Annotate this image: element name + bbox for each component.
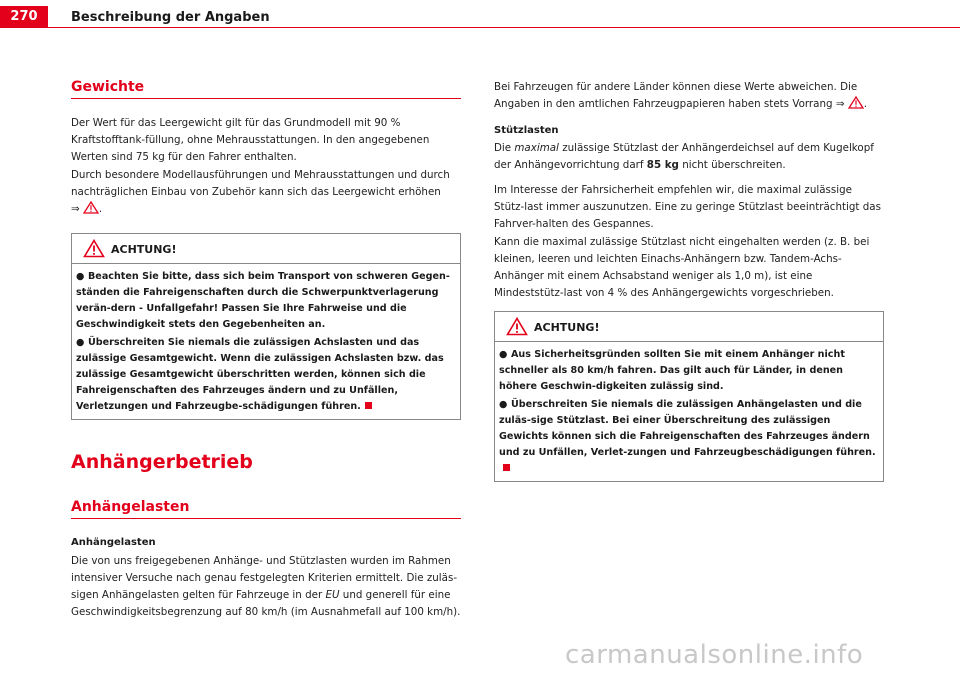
- warning-item-text: Überschreiten Sie niemals die zulässigen Achslasten und das zulässige Gesamtgewicht. Wenn die zulässigen Achslasten bzw. das zulässige Gesamtgewicht überschritten werden, können sich die Fahreigenschaften des Fahrzeuges ändern und zu Unfällen, Verletzungen und Fahrzeugbe-schädigungen führen.: [76, 337, 444, 412]
- paragraph-end: .: [98, 203, 103, 215]
- bullet-icon: ●: [499, 399, 508, 410]
- paragraph-end: .: [863, 98, 868, 110]
- warning-triangle-icon: [83, 239, 105, 258]
- warning-box-anhaenger: [494, 311, 884, 482]
- section-rule: [71, 518, 461, 519]
- paragraph-text: nicht überschreiten.: [682, 159, 786, 171]
- paragraph-text: Die von uns freigegebenen Anhänge- und Stützlasten wurden im Rahmen intensiver Versuche nach genau festgelegten Kriterien ermittelt. Die zuläs-sigen Anhängelasten gelten für Fahrzeuge in der: [71, 555, 458, 601]
- warning-header: [72, 234, 460, 264]
- end-of-section-icon: [365, 402, 372, 409]
- paragraph-modellausfuehrungen: [71, 167, 461, 218]
- warning-item-text: Beachten Sie bitte, dass sich beim Transport von schweren Gegen-ständen die Fahreigenschaften durch die Schwerpunktverlagerung verän-dern - Unfallgefahr! Passen Sie Ihre Fahrweise und die Geschwindigkeit stets den Gegebenheiten an.: [76, 271, 450, 330]
- paragraph-text: Die: [494, 142, 512, 154]
- paragraph-text: zulässige Stützlast der Anhängerdeichsel auf dem Kugelkopf der Anhängevorrichtung darf: [494, 142, 874, 171]
- bullet-icon: ●: [76, 271, 85, 282]
- header-title: Beschreibung der Angaben: [71, 10, 270, 25]
- paragraph-anhaengelasten: [71, 553, 461, 621]
- section-heading-gewichte: Gewichte: [71, 79, 145, 95]
- paragraph-label-stuetzlasten: Stützlasten: [494, 125, 559, 136]
- warning-item-text: Aus Sicherheitsgründen sollten Sie mit einem Anhänger nicht schneller als 80 km/h fahren. Das gilt auch für Länder, in denen höhere Geschwin-digkeiten zulässig sind.: [499, 349, 845, 392]
- warning-item-text: Überschreiten Sie niemals die zulässigen Anhängelasten und die zuläs-sige Stützlast. Bei einer Überschreitung des zulässigen Gewichts können sich die Fahreigenschaften des Fahrzeuges ändern und zu Unfällen, Verlet-zungen und Fahrzeugbeschädigungen führen.: [499, 399, 876, 458]
- paragraph-text: und generell für eine Geschwindigkeitsbegrenzung auf 80 km/h (im Ausnahmefall auf 100 km/h).: [71, 589, 461, 618]
- warning-item: [499, 347, 879, 395]
- paragraph-mindeststuetzlast: Kann die maximal zulässige Stützlast nicht eingehalten werden (z. B. bei kleinen, leeren und leichten Einachs-Anhängern bzw. Tandem-Achs-Anhänger mit einem Achsabstand weniger als 1,0 m), ist eine Mindeststütz-last von 4 % des Anhängergewichts vorgeschrieben.: [494, 236, 870, 299]
- reference-arrow: ⇒: [835, 98, 845, 110]
- warning-body: [495, 342, 883, 481]
- section-rule: [71, 98, 461, 99]
- paragraph-emphasis: EU: [325, 589, 340, 601]
- paragraph-leergewicht: Der Wert für das Leergewicht gilt für das Grundmodell mit 90 % Kraftstofftank-füllung, ohne Mehrausstattungen. In den angegebenen Werten sind 75 kg für den Fahrer enthalten.: [71, 117, 430, 163]
- warning-box-gewichte: [71, 233, 461, 420]
- paragraph-fahrsicherheit: Im Interesse der Fahrsicherheit empfehlen wir, die maximal zulässige Stütz-last immer auszunutzen. Eine zu geringe Stützlast beeinträchtigt das Fahrver-halten des Gespannes.: [494, 184, 881, 230]
- warning-header: [495, 312, 883, 342]
- warning-item: [76, 335, 456, 415]
- paragraph-bold-value: 85 kg: [646, 159, 679, 171]
- reference-arrow: ⇒: [71, 203, 80, 215]
- paragraph-text: Durch besondere Modellausführungen und Mehrausstattungen und durch nachträglichen Einbau von Zubehör kann sich das Leergewicht erhöhen: [71, 169, 450, 198]
- paragraph-stuetzlast-max: [494, 140, 884, 174]
- warning-triangle-icon: [506, 317, 528, 336]
- warning-reference-icon[interactable]: [83, 201, 99, 214]
- paragraph-intro: [494, 79, 884, 113]
- bullet-icon: ●: [499, 349, 508, 360]
- warning-body: [72, 264, 460, 419]
- bullet-icon: ●: [76, 337, 85, 348]
- page-number: 270: [0, 6, 48, 28]
- paragraph-text: Bei Fahrzeugen für andere Länder können diese Werte abweichen. Die Angaben in den amtlichen Fahrzeugpapieren haben stets Vorrang: [494, 81, 858, 110]
- section-heading-anhaengerbetrieb: Anhängerbetrieb: [71, 451, 253, 473]
- warning-item: [499, 397, 879, 477]
- paragraph-label-anhaengelasten: Anhängelasten: [71, 537, 156, 548]
- paragraph-emphasis: maximal: [514, 142, 559, 154]
- warning-title: ACHTUNG!: [534, 321, 600, 334]
- warning-title: ACHTUNG!: [111, 243, 177, 256]
- header-rule: [48, 27, 960, 28]
- end-of-section-icon: [503, 464, 510, 471]
- subsection-heading-anhaengelasten: Anhängelasten: [71, 499, 190, 515]
- page-header: [0, 0, 960, 30]
- warning-reference-icon[interactable]: [848, 96, 864, 109]
- warning-item: [76, 269, 456, 333]
- watermark: carmanualsonline.info: [565, 640, 864, 670]
